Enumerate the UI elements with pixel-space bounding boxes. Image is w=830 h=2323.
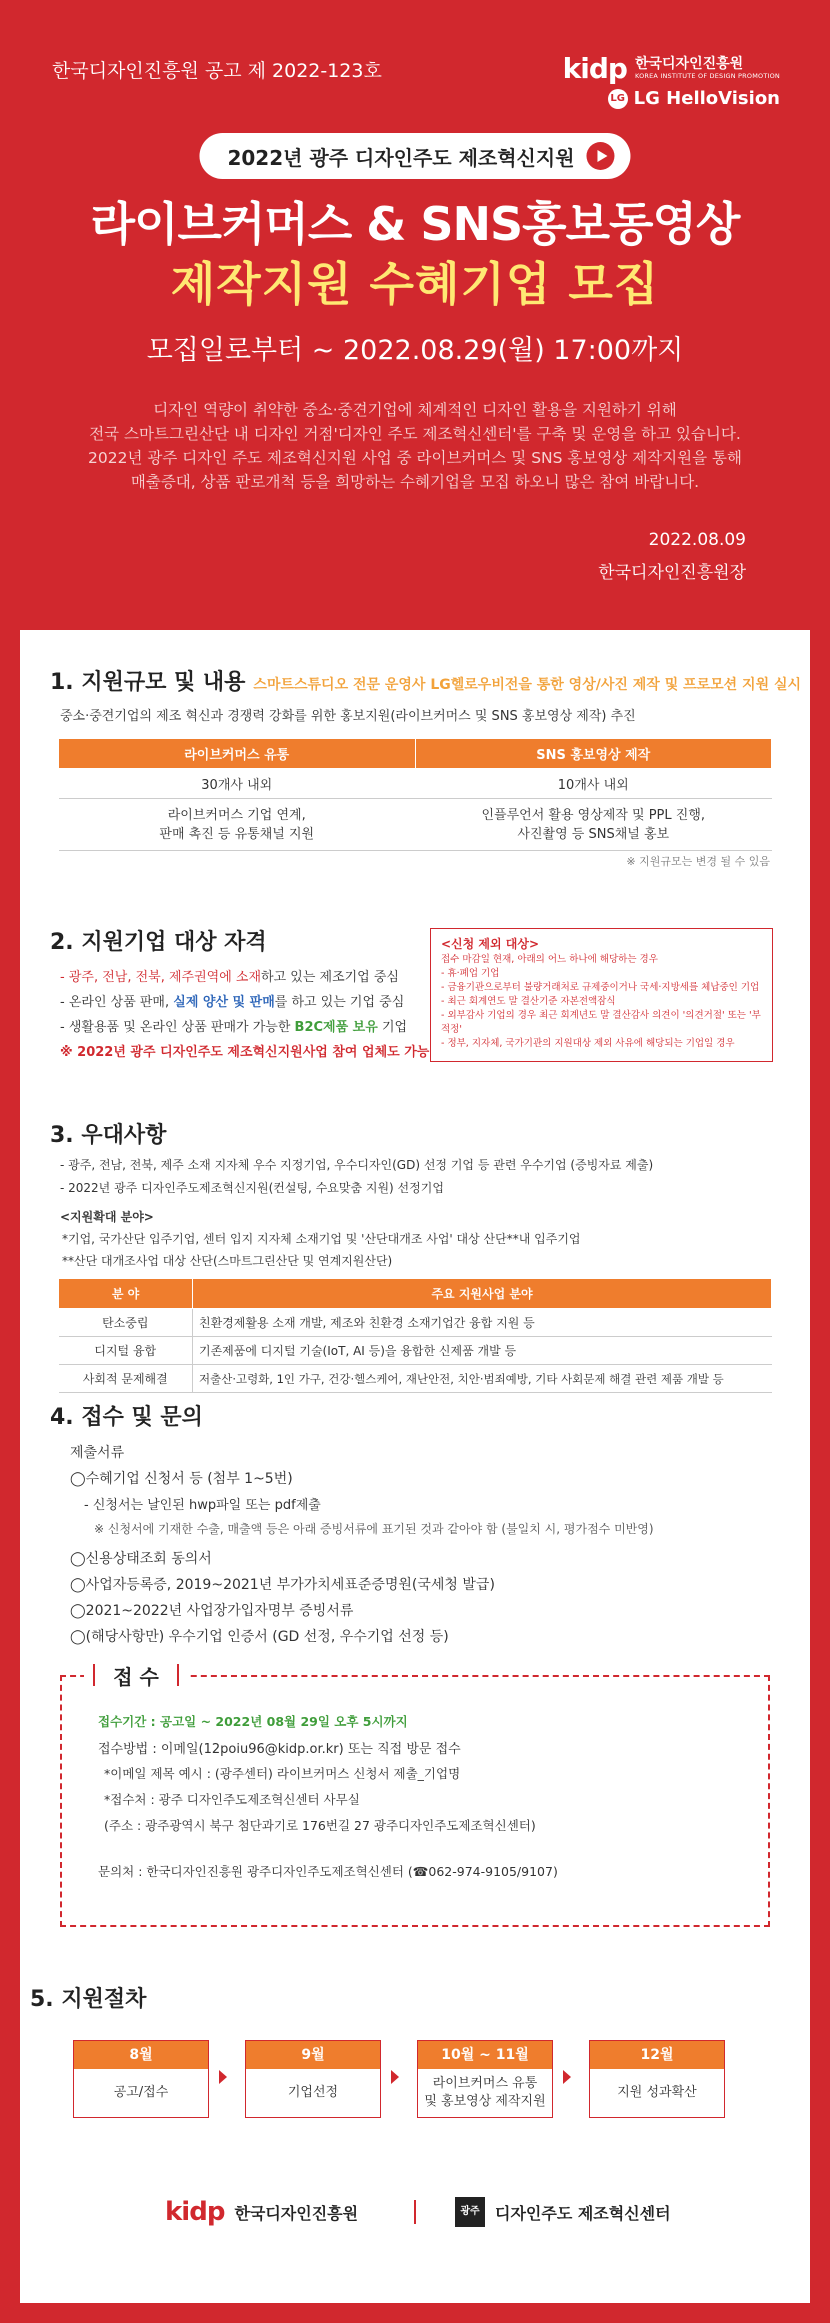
doc-item: ◯수혜기업 신청서 등 (첨부 1~5번) <box>70 1471 293 1487</box>
doc-item: ◯2021~2022년 사업장가입자명부 증빙서류 <box>70 1603 354 1619</box>
table-row <box>59 1337 772 1365</box>
footer-kidp-logo <box>165 2197 358 2227</box>
expand-title: <지원확대 분야> <box>60 1210 154 1224</box>
table-cell: 저출산·고령화, 1인 가구, 건강·헬스케어, 재난안전, 치안·범죄예방, 기타 사회문제 해결 관련 제품 개발 등 <box>193 1365 772 1393</box>
exclusion-lead: 접수 마감일 현재, 아래의 어느 하나에 해당하는 경우 <box>441 954 658 965</box>
scale-note: ※ 지원규모는 변경 될 수 있음 <box>626 855 770 868</box>
footer-center-logo <box>455 2197 671 2227</box>
kidp-logo-name: 한국디자인진흥원 <box>634 56 744 73</box>
expand-line: *기업, 국가산단 입주기업, 센터 입지 지자체 소재기업 및 '산단대개조 사업' 대상 산단**내 입주기업 <box>62 1232 581 1246</box>
reception-title-text: 접 수 <box>113 1664 159 1689</box>
text: 하고 있는 제조기업 중심 <box>261 970 399 985</box>
cell-line: 인플루언서 활용 영상제작 및 PPL 진행, <box>481 807 706 823</box>
arrow-right-icon <box>219 2070 227 2084</box>
notice-number: 한국디자인진흥원 공고 제 2022-123호 <box>52 60 382 82</box>
exclusion-item: - 최근 회계연도 말 결산기준 자본전액잠식 <box>441 996 616 1007</box>
section1-subheading: 스마트스튜디오 전문 운영사 LG헬로우비전을 통한 영상/사진 제작 및 프로모션 지원 실시 <box>253 677 802 693</box>
contact-number: 062-974-9105/9107) <box>428 1864 558 1879</box>
lg-hellovision-logo <box>608 88 780 109</box>
phone-icon: ☎ <box>412 1864 429 1879</box>
text: - 온라인 상품 판매, <box>60 995 174 1010</box>
section1-lead: 중소·중견기업의 제조 혁신과 경쟁력 강화를 위한 홍보지원(라이브커머스 및 SNS 홍보영상 제작) 추진 <box>60 709 636 724</box>
process-step <box>589 2040 725 2118</box>
reception-detail: (주소 : 광주광역시 북구 첨단과기로 176번길 27 광주디자인주도제조혁신센터) <box>104 1818 536 1833</box>
doc-item: ◯사업자등록증, 2019~2021년 부가가치세표준증명원(국세청 발급) <box>70 1577 495 1593</box>
step-month: 10월 ~ 11월 <box>418 2041 552 2069</box>
table-row <box>59 1365 772 1393</box>
table-header: SNS 홍보영상 제작 <box>415 739 772 769</box>
gwangju-seal: 광주 <box>455 2197 485 2227</box>
section1-header <box>50 665 801 696</box>
text: - 생활용품 및 온라인 상품 판매가 가능한 <box>60 1020 295 1035</box>
exclusion-item: - 휴·폐업 기업 <box>441 968 500 979</box>
step-month: 9월 <box>246 2041 380 2069</box>
kidp-logo <box>563 52 780 85</box>
intro-line: 디자인 역량이 취약한 중소·중견기업에 체계적인 디자인 활용을 지원하기 위해 <box>153 401 677 419</box>
table-cell: 30개사 내외 <box>59 769 416 799</box>
intro-line: 매출증대, 상품 판로개척 등을 희망하는 수혜기업을 모집 하오니 많은 참여 바랍니다. <box>130 473 700 491</box>
notice-signer: 한국디자인진흥원장 <box>598 563 746 583</box>
table-cell: 기존제품에 디지털 기술(IoT, AI 등)을 융합한 신제품 개발 등 <box>193 1337 772 1365</box>
table-row <box>59 769 772 799</box>
exclusion-item: - 외부감사 기업의 경우 최근 회계년도 말 결산감사 의견이 '의견거절' 또는 '부적정' <box>441 1010 761 1035</box>
cell-line: 사진촬영 등 SNS채널 홍보 <box>517 826 670 842</box>
program-name: 2022년 광주 디자인주도 제조혁신지원 <box>227 145 575 170</box>
table-cell: 친환경제활용 소재 개발, 제조와 친환경 소재기업간 융합 지원 등 <box>193 1309 772 1337</box>
text: 기업 <box>377 1020 408 1035</box>
recruit-period: 모집일로부터 ~ 2022.08.29(월) 17:00까지 <box>146 335 684 366</box>
table-cell <box>59 799 416 851</box>
table-row <box>59 799 772 851</box>
table-header: 분 야 <box>59 1279 193 1309</box>
kidp-logo-name-en: KOREA INSTITUTE OF DESIGN PROMOTION <box>634 71 780 80</box>
preference-line: - 2022년 광주 디자인주도제조혁신지원(컨설팅, 수요맞춤 지원) 선정기업 <box>60 1181 444 1195</box>
highlight-text: B2C제품 보유 <box>294 1020 378 1035</box>
kidp-name: 한국디자인진흥원 <box>234 2203 359 2223</box>
eligibility-line <box>60 1016 407 1035</box>
step-desc-line: 및 홍보영상 제작지원 <box>424 2094 546 2109</box>
main-title: 라이브커머스 & SNS홍보동영상 <box>90 197 740 251</box>
table-cell: 10개사 내외 <box>415 769 772 799</box>
table-cell: 사회적 문제해결 <box>59 1365 193 1393</box>
step-month: 8월 <box>74 2041 208 2069</box>
table-cell: 디지털 융합 <box>59 1337 193 1365</box>
step-desc-line: 라이브커머스 유통 <box>432 2076 538 2091</box>
section1-heading: 1. 지원규모 및 내용 <box>50 670 246 695</box>
docs-title: 제출서류 <box>70 1445 125 1461</box>
table-cell: 탄소중립 <box>59 1309 193 1337</box>
doc-item: ◯신용상태조회 동의서 <box>70 1551 212 1567</box>
program-pill <box>199 133 630 179</box>
step-desc: 지원 성과확산 <box>617 2085 697 2100</box>
section2-heading: 2. 지원기업 대상 자격 <box>50 930 267 955</box>
kidp-logo-mark: kidp <box>562 52 627 85</box>
reception-method: 접수방법 : 이메일(12poiu96@kidp.or.kr) 또는 직접 방문 접수 <box>98 1742 461 1757</box>
play-icon <box>587 142 615 170</box>
table-cell <box>415 799 772 851</box>
contact-line <box>98 1862 558 1880</box>
exclusion-box <box>430 928 773 1062</box>
step-desc <box>418 2069 552 2117</box>
lg-logo-icon: LG <box>608 89 628 109</box>
doc-item: ◯(해당사항만) 우수기업 인증서 (GD 선정, 우수기업 선정 등) <box>70 1629 449 1645</box>
process-step <box>245 2040 381 2118</box>
header <box>0 0 830 630</box>
support-scale-table <box>58 738 772 851</box>
reception-period: 접수기간 : 공고일 ~ 2022년 08월 29일 오후 5시까지 <box>98 1714 408 1729</box>
table-row <box>59 1309 772 1337</box>
intro-line: 2022년 광주 디자인 주도 제조혁신지원 사업 중 라이브커머스 및 SNS 홍보영상 제작지원을 통해 <box>88 449 742 467</box>
intro-line: 전국 스마트그린산단 내 디자인 거점'디자인 주도 제조혁신센터'를 구축 및 운영을 하고 있습니다. <box>89 425 741 443</box>
highlight-text: 실제 양산 및 판매 <box>173 995 275 1010</box>
exclusion-item: - 금융기관으로부터 불량거래처로 규제중이거나 국세·지방세를 체납중인 기업 <box>441 982 760 993</box>
highlight-text: - 광주, 전남, 전북, 제주권역에 소재 <box>60 970 262 985</box>
table-header: 주요 지원사업 분야 <box>193 1279 772 1309</box>
expand-line: **산단 대개조사업 대상 산단(스마트그린산단 및 연계지원산단) <box>62 1254 393 1268</box>
cell-line: 라이브커머스 기업 연계, <box>167 807 306 823</box>
doc-note: ※ 신청서에 기재한 수출, 매출액 등은 아래 증빙서류에 표기된 것과 같아야 함 (불일치 시, 평가점수 미반영) <box>94 1522 654 1536</box>
exclusion-title: <신청 제외 대상> <box>441 937 540 951</box>
section5-heading: 5. 지원절차 <box>30 1987 147 2012</box>
eligibility-line <box>60 966 399 985</box>
section4-heading: 4. 접수 및 문의 <box>50 1405 203 1430</box>
cell-line: 판매 촉진 등 유통채널 지원 <box>159 826 315 842</box>
main-subtitle: 제작지원 수혜기업 모집 <box>170 257 660 311</box>
notice-date: 2022.08.09 <box>648 530 746 550</box>
eligibility-note: ※ 2022년 광주 디자인주도 제조혁신지원사업 참여 업체도 가능 <box>60 1045 430 1060</box>
step-month: 12월 <box>590 2041 724 2069</box>
reception-detail: *접수처 : 광주 디자인주도제조혁신센터 사무실 <box>104 1792 360 1807</box>
step-desc: 공고/접수 <box>113 2085 169 2100</box>
arrow-right-icon <box>563 2070 571 2084</box>
intro-description <box>60 398 770 494</box>
table-header: 라이브커머스 유통 <box>59 739 416 769</box>
reception-detail: *이메일 제목 예시 : (광주센터) 라이브커머스 신청서 제출_기업명 <box>104 1766 461 1781</box>
process-step <box>417 2040 553 2118</box>
doc-sub-item: - 신청서는 날인된 hwp파일 또는 pdf제출 <box>84 1498 321 1513</box>
footer-divider <box>414 2200 416 2224</box>
exclusion-item: - 정부, 지자체, 국가기관의 지원대상 제외 사유에 해당되는 기업일 경우 <box>441 1038 735 1049</box>
content-card <box>20 630 810 2303</box>
step-desc: 기업선정 <box>287 2085 339 2100</box>
section3-heading: 3. 우대사항 <box>50 1123 167 1148</box>
support-field-table <box>58 1278 772 1393</box>
kidp-mark: kidp <box>165 2197 225 2227</box>
arrow-right-icon <box>391 2070 399 2084</box>
process-step <box>73 2040 209 2118</box>
text: 를 하고 있는 기업 중심 <box>274 995 405 1010</box>
contact-label: 문의처 : 한국디자인진흥원 광주디자인주도제조혁신센터 ( <box>98 1864 413 1879</box>
lg-logo-text: LG HelloVision <box>633 88 780 109</box>
reception-title <box>84 1662 188 1688</box>
eligibility-line <box>60 991 404 1010</box>
preference-line: - 광주, 전남, 전북, 제주 소재 지자체 우수 지정기업, 우수디자인(GD) 선정 기업 등 관련 우수기업 (증빙자료 제출) <box>60 1158 654 1172</box>
center-name: 디자인주도 제조혁신센터 <box>495 2203 671 2223</box>
